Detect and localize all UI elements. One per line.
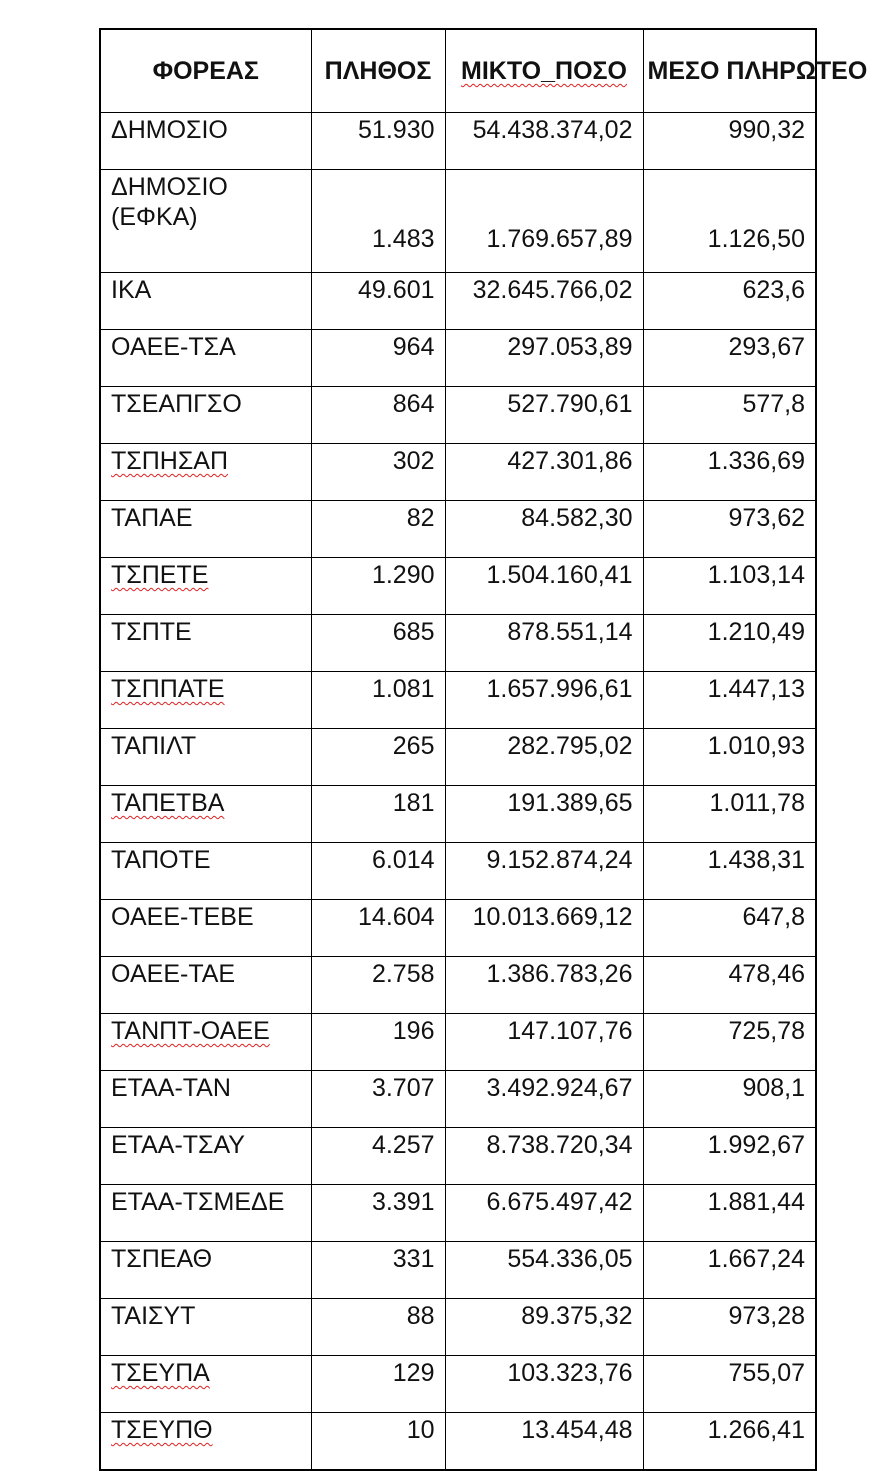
cell-meso-plirotheo: 1.447,13 xyxy=(643,672,816,729)
table-row xyxy=(100,615,816,672)
cell-mikto-poso: 89.375,32 xyxy=(445,1299,643,1356)
cell-plithos: 331 xyxy=(311,1242,445,1299)
cell-foreas: ΤΑΠΑΕ xyxy=(100,501,311,558)
fund-name-text: ΤΑΝΠΤ-ΟΑΕΕ xyxy=(111,1017,270,1045)
cell-foreas xyxy=(100,558,311,615)
table-row xyxy=(100,957,816,1014)
cell-plithos: 2.758 xyxy=(311,957,445,1014)
cell-meso-plirotheo: 577,8 xyxy=(643,387,816,444)
table-row xyxy=(100,330,816,387)
cell-plithos: 181 xyxy=(311,786,445,843)
fund-name-text: ΤΣΠΗΣΑΠ xyxy=(111,447,229,475)
table-row xyxy=(100,558,816,615)
cell-foreas: ΔΗΜΟΣΙΟ (ΕΦΚΑ) xyxy=(100,170,311,273)
cell-plithos: 302 xyxy=(311,444,445,501)
cell-mikto-poso: 1.769.657,89 xyxy=(445,170,643,273)
cell-foreas xyxy=(100,444,311,501)
cell-mikto-poso: 527.790,61 xyxy=(445,387,643,444)
cell-foreas: ΕΤΑΑ-ΤΣΑΥ xyxy=(100,1128,311,1185)
header-row xyxy=(100,29,816,113)
cell-foreas: ΟΑΕΕ-ΤΣΑ xyxy=(100,330,311,387)
cell-foreas: ΕΤΑΑ-ΤΣΜΕΔΕ xyxy=(100,1185,311,1242)
cell-meso-plirotheo: 1.126,50 xyxy=(643,170,816,273)
table-row xyxy=(100,1014,816,1071)
cell-plithos: 3.707 xyxy=(311,1071,445,1128)
cell-mikto-poso: 1.504.160,41 xyxy=(445,558,643,615)
cell-meso-plirotheo: 478,46 xyxy=(643,957,816,1014)
cell-plithos: 10 xyxy=(311,1413,445,1471)
table-row xyxy=(100,843,816,900)
cell-foreas: ΟΑΕΕ-ΤΕΒΕ xyxy=(100,900,311,957)
cell-foreas xyxy=(100,1356,311,1413)
fund-name-text: ΤΣΕΥΠΑ xyxy=(111,1359,210,1387)
cell-foreas xyxy=(100,786,311,843)
cell-meso-plirotheo: 908,1 xyxy=(643,1071,816,1128)
header-foreas: ΦΟΡΕΑΣ xyxy=(100,29,311,113)
cell-plithos: 196 xyxy=(311,1014,445,1071)
cell-foreas: ΤΣΕΑΠΓΣΟ xyxy=(100,387,311,444)
table-row xyxy=(100,1185,816,1242)
table-row xyxy=(100,1071,816,1128)
cell-meso-plirotheo: 1.266,41 xyxy=(643,1413,816,1471)
fund-name-text: ΤΣΠΕΤΕ xyxy=(111,561,209,589)
cell-meso-plirotheo: 725,78 xyxy=(643,1014,816,1071)
table-row xyxy=(100,729,816,786)
table-row xyxy=(100,444,816,501)
table-row xyxy=(100,1242,816,1299)
table-row xyxy=(100,1128,816,1185)
cell-meso-plirotheo: 755,07 xyxy=(643,1356,816,1413)
cell-foreas: ΤΣΠΤΕ xyxy=(100,615,311,672)
cell-meso-plirotheo: 990,32 xyxy=(643,113,816,170)
cell-mikto-poso: 54.438.374,02 xyxy=(445,113,643,170)
cell-plithos: 685 xyxy=(311,615,445,672)
cell-foreas xyxy=(100,672,311,729)
table-row xyxy=(100,113,816,170)
cell-meso-plirotheo: 647,8 xyxy=(643,900,816,957)
cell-mikto-poso: 8.738.720,34 xyxy=(445,1128,643,1185)
cell-plithos: 49.601 xyxy=(311,273,445,330)
cell-meso-plirotheo: 293,67 xyxy=(643,330,816,387)
cell-foreas: ΤΑΙΣΥΤ xyxy=(100,1299,311,1356)
cell-plithos: 51.930 xyxy=(311,113,445,170)
cell-plithos: 1.081 xyxy=(311,672,445,729)
funds-table xyxy=(99,28,868,1471)
cell-plithos: 1.483 xyxy=(311,170,445,273)
cell-foreas: ΕΤΑΑ-ΤΑΝ xyxy=(100,1071,311,1128)
cell-mikto-poso: 10.013.669,12 xyxy=(445,900,643,957)
cell-mikto-poso: 9.152.874,24 xyxy=(445,843,643,900)
fund-name-text: ΤΣΕΥΠΘ xyxy=(111,1416,213,1444)
cell-mikto-poso: 3.492.924,67 xyxy=(445,1071,643,1128)
cell-meso-plirotheo: 1.667,24 xyxy=(643,1242,816,1299)
cell-foreas: ΙΚΑ xyxy=(100,273,311,330)
cell-mikto-poso: 297.053,89 xyxy=(445,330,643,387)
cell-plithos: 82 xyxy=(311,501,445,558)
cell-mikto-poso: 282.795,02 xyxy=(445,729,643,786)
table-row xyxy=(100,1299,816,1356)
table-row xyxy=(100,786,816,843)
cell-meso-plirotheo: 973,62 xyxy=(643,501,816,558)
cell-meso-plirotheo: 1.011,78 xyxy=(643,786,816,843)
cell-plithos: 1.290 xyxy=(311,558,445,615)
cell-mikto-poso: 84.582,30 xyxy=(445,501,643,558)
cell-plithos: 265 xyxy=(311,729,445,786)
table-row xyxy=(100,170,816,273)
cell-mikto-poso: 427.301,86 xyxy=(445,444,643,501)
table-row xyxy=(100,387,816,444)
fund-name-text: ΤΣΠΠΑΤΕ xyxy=(111,675,225,703)
cell-plithos: 129 xyxy=(311,1356,445,1413)
cell-mikto-poso: 147.107,76 xyxy=(445,1014,643,1071)
cell-meso-plirotheo: 973,28 xyxy=(643,1299,816,1356)
cell-mikto-poso: 878.551,14 xyxy=(445,615,643,672)
cell-plithos: 3.391 xyxy=(311,1185,445,1242)
cell-foreas: ΤΑΠΟΤΕ xyxy=(100,843,311,900)
cell-foreas: ΔΗΜΟΣΙΟ xyxy=(100,113,311,170)
cell-plithos: 88 xyxy=(311,1299,445,1356)
cell-foreas: ΤΣΠΕΑΘ xyxy=(100,1242,311,1299)
cell-meso-plirotheo: 1.103,14 xyxy=(643,558,816,615)
cell-meso-plirotheo: 1.010,93 xyxy=(643,729,816,786)
cell-plithos: 964 xyxy=(311,330,445,387)
cell-meso-plirotheo: 623,6 xyxy=(643,273,816,330)
cell-foreas: ΟΑΕΕ-ΤΑΕ xyxy=(100,957,311,1014)
table-row xyxy=(100,501,816,558)
header-meso-plirotheo: ΜΕΣΟ ΠΛΗΡΩΤΕΟ xyxy=(643,29,816,113)
cell-mikto-poso: 32.645.766,02 xyxy=(445,273,643,330)
table-body xyxy=(100,113,816,1471)
cell-mikto-poso: 1.657.996,61 xyxy=(445,672,643,729)
table-row xyxy=(100,1413,816,1471)
table-row xyxy=(100,273,816,330)
cell-meso-plirotheo: 1.881,44 xyxy=(643,1185,816,1242)
cell-plithos: 14.604 xyxy=(311,900,445,957)
cell-meso-plirotheo: 1.336,69 xyxy=(643,444,816,501)
cell-foreas: ΤΑΠΙΛΤ xyxy=(100,729,311,786)
cell-plithos: 4.257 xyxy=(311,1128,445,1185)
table-row xyxy=(100,1356,816,1413)
cell-mikto-poso: 1.386.783,26 xyxy=(445,957,643,1014)
cell-mikto-poso: 554.336,05 xyxy=(445,1242,643,1299)
cell-meso-plirotheo: 1.992,67 xyxy=(643,1128,816,1185)
table-row xyxy=(100,900,816,957)
header-plithos: ΠΛΗΘΟΣ xyxy=(311,29,445,113)
fund-name-text: ΤΑΠΕΤΒΑ xyxy=(111,789,225,817)
header-mikto-poso: ΜΙΚΤΟ_ΠΟΣΟ xyxy=(445,29,643,113)
cell-plithos: 864 xyxy=(311,387,445,444)
cell-mikto-poso: 13.454,48 xyxy=(445,1413,643,1471)
cell-foreas xyxy=(100,1413,311,1471)
cell-plithos: 6.014 xyxy=(311,843,445,900)
cell-mikto-poso: 103.323,76 xyxy=(445,1356,643,1413)
table-row xyxy=(100,672,816,729)
cell-mikto-poso: 6.675.497,42 xyxy=(445,1185,643,1242)
cell-meso-plirotheo: 1.210,49 xyxy=(643,615,816,672)
cell-foreas xyxy=(100,1014,311,1071)
cell-meso-plirotheo: 1.438,31 xyxy=(643,843,816,900)
cell-mikto-poso: 191.389,65 xyxy=(445,786,643,843)
